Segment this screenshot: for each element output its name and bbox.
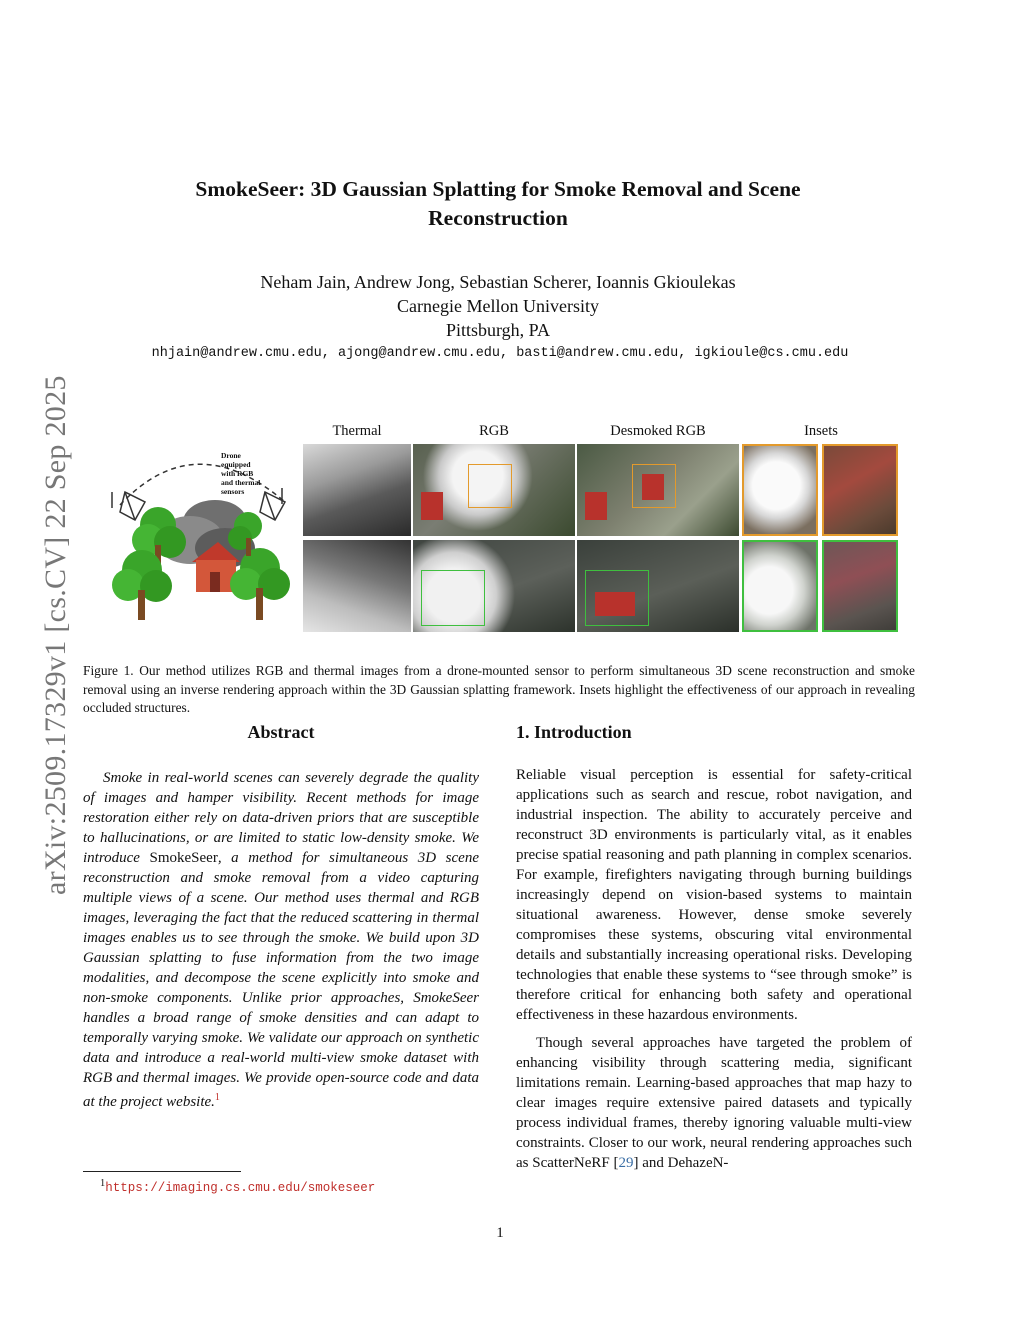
footnote	[100, 1178, 375, 1195]
paper-title	[130, 175, 866, 233]
thermal-image-1	[303, 444, 411, 536]
title-line-1: SmokeSeer: 3D Gaussian Splatting for Smoke Removal and Scene	[195, 177, 801, 201]
title-line-2: Reconstruction	[428, 206, 568, 230]
footnote-number: 1	[100, 1178, 106, 1189]
intro-paragraph-2: Though several approaches have targeted the problem of enhancing visibility through scattering media, significant limitations remain. Learning-based approaches that map hazy to clear images require extensive paired datasets and typically process individual frames, thereby ignoring valuable multi-view constraints. Closer to our work, neural rendering approaches such as ScatterNeRF [29] and DehazeN-	[516, 1035, 912, 1171]
location: Pittsburgh, PA	[445, 320, 551, 340]
desmoked-image-2	[577, 540, 739, 632]
intro-paragraph-1: Reliable visual perception is essential for safety-critical applications such as search and rescue, robot navigation, and industrial inspection. The ability to accurately perceive and reconstruct 3D environments is particularly vital, as it enables precise spatial reasoning and path planning in complex scenarios. For example, firefighters navigating through burning buildings increasingly depend on vision-based systems to maintain situational awareness. However, dense smoke severely compromises these systems, obscuring vital environmental details and substantially increasing operational risks. Developing technologies that enable these systems to “see through smoke” is therefore critical for enhancing both safety and operational effectiveness in these hazardous environments.	[516, 767, 912, 1023]
label-desmoked-rgb: Desmoked RGB	[610, 423, 706, 439]
label-insets: Insets	[804, 423, 838, 439]
inset-desmoked-orange	[822, 444, 898, 536]
introduction-text	[516, 765, 912, 1181]
abstract-heading: Abstract	[247, 722, 315, 742]
thermal-image-2	[303, 540, 411, 632]
footnote-link[interactable]: 1	[214, 1092, 220, 1103]
author-emails: nhjain@andrew.cmu.edu, ajong@andrew.cmu.edu, basti@andrew.cmu.edu, igkioule@cs.cmu.edu	[151, 346, 849, 361]
abstract-text: Smoke in real-world scenes can severely degrade the quality of images and hamper visibility. Recent methods for image restoration either rely on data-driven priors that are susceptible to hallucinations, or are limited to static low-density smoke. We introduce SmokeSeer, a method for simultaneous 3D scene reconstruction and smoke removal from a video capturing multiple views of a scene. Our method uses thermal and RGB images, leveraging the fact that the reduced scattering in thermal images enables us to see through the smoke. We build upon 3D Gaussian splatting to fuse information from the two image modalities, and decompose the scene explicitly into smoke and non-smoke components. Unlike prior approaches, SmokeSeer handles a broad range of smoke densities and can adapt to temporally varying smoke. We validate our approach on synthetic data and introduce a real-world multi-view smoke dataset with RGB and thermal images. We provide open-source code and data at the project website.$^1$	[83, 770, 479, 1110]
rgb-image-2	[413, 540, 575, 632]
desmoked-image-1	[577, 444, 739, 536]
label-rgb: RGB	[479, 423, 509, 439]
project-url-link[interactable]: https://imaging.cs.cmu.edu/smokeseer	[105, 1181, 376, 1196]
footnote-divider	[83, 1171, 241, 1172]
drone-label: Drone equipped with RGB and thermal sensors	[221, 451, 261, 496]
introduction-heading: 1. Introduction	[516, 722, 632, 742]
method-name: SmokeSeer	[149, 850, 218, 866]
label-thermal: Thermal	[332, 423, 382, 439]
rgb-image-1	[413, 444, 575, 536]
page-number: 1	[496, 1225, 504, 1241]
inset-smoke-green	[742, 540, 818, 632]
inset-smoke-orange	[742, 444, 818, 536]
figure-1	[100, 420, 910, 640]
figure-1-caption: Figure 1. Our method utilizes RGB and thermal images from a drone-mounted sensor to perform simultaneous 3D scene reconstruction and smoke removal using an inverse rendering approach within the 3D Gaussian splatting framework. Insets highlight the effectiveness of our approach in revealing occluded structures.	[83, 663, 915, 715]
authors: Neham Jain, Andrew Jong, Sebastian Scherer, Ioannis Gkioulekas	[260, 272, 736, 292]
drone-illustration	[100, 430, 300, 640]
inset-desmoked-green	[822, 540, 898, 632]
affiliation: Carnegie Mellon University	[397, 296, 599, 316]
citation-link[interactable]: 29	[618, 1155, 634, 1171]
tree-icon-2	[112, 550, 172, 620]
arxiv-stamp: arXiv:2509.17329v1 [cs.CV] 22 Sep 2025	[39, 375, 72, 895]
